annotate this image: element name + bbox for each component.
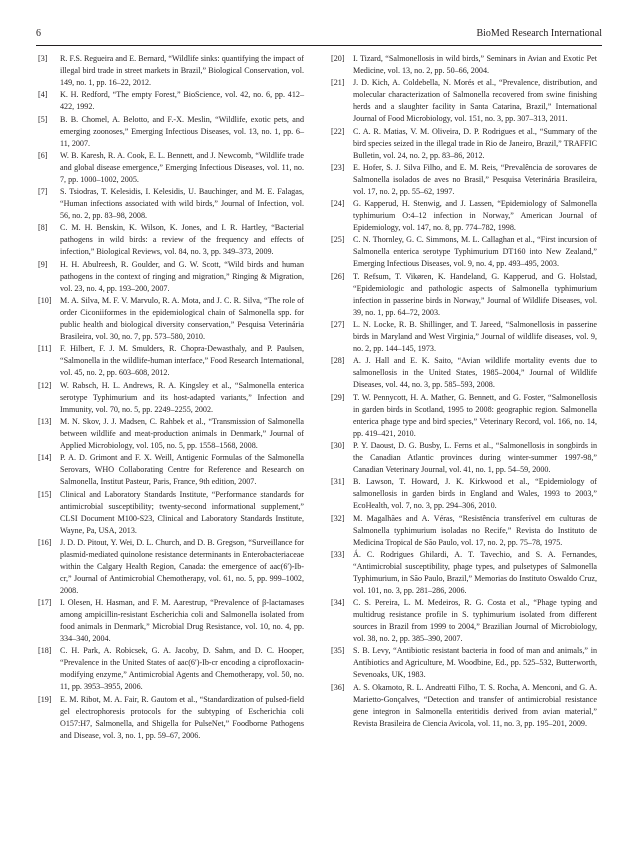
reference-text: P. Y. Daoust, D. G. Busby, L. Ferns et al., “Salmonellosis in songbirds in the Canadian Atlantic provinces during winter-summer 1997-98,” Canadian Veterinary Journal, vol. 41, no. 1, pp. 54–59, 2000. (353, 440, 597, 474)
reference-item (331, 198, 597, 234)
reference-text: S. Tsiodras, T. Kelesidis, I. Kelesidis, U. Bauchinger, and M. E. Falagas, “Human infections associated with wild birds,” Journal of Infection, vol. 56, no. 2, pp. 83–98, 2008. (60, 187, 304, 221)
reference-item (38, 114, 304, 150)
reference-text: E. M. Ribot, M. A. Fair, R. Gautom et al., “Standardization of pulsed-field gel electrophoresis protocols for the subtyping of Escherichia coli O157:H7, Salmonella, and Shigella for PulseNet,” Foodborne Pathogens and Disease, vol. 3, no. 1, pp. 59–67, 2006. (60, 694, 304, 740)
reference-text: K. H. Redford, “The empty Forest,” BioScience, vol. 42, no. 6, pp. 412–422, 1992. (60, 90, 304, 112)
page-number: 6 (36, 28, 41, 39)
reference-number: [15] (38, 489, 52, 499)
reference-item (331, 549, 597, 597)
reference-item (331, 53, 597, 77)
reference-item (331, 77, 597, 125)
reference-number: [8] (38, 223, 48, 233)
reference-number: [32] (331, 513, 345, 523)
reference-number: [25] (331, 235, 345, 245)
reference-item (38, 150, 304, 186)
reference-number: [33] (331, 549, 345, 559)
reference-text: A. J. Hall and E. K. Saito, “Avian wildlife mortality events due to salmonellosis in the United States, 1985–2004,” Journal of Wildlife Diseases, vol. 44, no. 3, pp. 585–593, 2008. (353, 356, 597, 390)
reference-number: [24] (331, 199, 345, 209)
reference-item (38, 537, 304, 597)
reference-text: C. S. Pereira, L. M. Medeiros, R. G. Costa et al., “Phage typing and multidrug resistance profile in S. typhimurium isolated from different sources in Brazil from 1999 to 2004,” Brazilian Journal of Microbiology, vol. 38, no. 2, pp. 385–390, 2007. (353, 598, 597, 644)
reference-number: [22] (331, 126, 345, 136)
reference-text: W. Rabsch, H. L. Andrews, R. A. Kingsley et al., “Salmonella enterica serotype Typhimurium and its host-adapted variants,” Infection and Immunity, vol. 70, no. 5, pp. 2249–2255, 2002. (60, 380, 304, 414)
page-header (36, 27, 602, 41)
reference-item (331, 271, 597, 319)
reference-item (38, 597, 304, 645)
reference-item (38, 380, 304, 416)
reference-text: M. N. Skov, J. J. Madsen, C. Rahbek et al., “Transmission of Salmonella between wildlife and meat-production animals in Denmark,” Journal of Applied Microbiology, vol. 105, no. 5, pp. 1558–1568, 2008. (60, 416, 304, 450)
reference-item (331, 645, 597, 681)
reference-text: M. Magalhães and A. Véras, “Resistência transferível em culturas de Salmonella typhimurium isoladas no Recife,” Revista do Instituto de Medicina Tropical de São Paulo, vol. 17, no. 2, pp. 75–78, 1975. (353, 513, 597, 547)
reference-number: [21] (331, 78, 345, 88)
reference-number: [34] (331, 598, 345, 608)
reference-number: [14] (38, 453, 52, 463)
reference-text: C. M. H. Benskin, K. Wilson, K. Jones, and I. R. Hartley, “Bacterial pathogens in wild birds: a review of the frequency and effects of infection,” Biological Reviews, vol. 84, no. 3, pp. 349–373, 2009. (60, 223, 304, 257)
reference-text: T. W. Pennycott, H. A. Mather, G. Bennett, and G. Foster, “Salmonellosis in garden birds in Scotland, 1995 to 2008: geographic region. Salmonella enterica phage type and bird species,” Veterinary Record, vol. 166, no. 14, pp. 419–421, 2010. (353, 392, 597, 438)
reference-text: B. B. Chomel, A. Belotto, and F.-X. Meslin, “Wildlife, exotic pets, and emerging zoonoses,” Emerging Infectious Diseases, vol. 13, no. 1, pp. 6–11, 2007. (60, 114, 304, 148)
reference-number: [26] (331, 271, 345, 281)
reference-text: A. S. Okamoto, R. L. Andreatti Filho, T. S. Rocha, A. Menconi, and G. A. Marietto-Gonçalves, “Detection and transfer of antimicrobial resistance gene integron in Salmonella enteritidis derived from avian material,” Revista Brasileira de Ciencia Avicola, vol. 11, no. 3, pp. 195–201, 2009. (353, 682, 597, 728)
reference-number: [4] (38, 90, 48, 100)
reference-item (331, 392, 597, 440)
reference-item (331, 126, 597, 162)
reference-text: M. A. Silva, M. F. V. Marvulo, R. A. Mota, and J. C. R. Silva, “The role of order Ciconiiformes in the epidemiological chain of Salmonella spp. for public health and biological diversity conservation,” Pesquisa Veterinária Brasileira, vol. 30, no. 7, pp. 573–580, 2010. (60, 296, 304, 342)
reference-text: H. H. Abulreesh, R. Goulder, and G. W. Scott, “Wild birds and human pathogens in the context of ringing and migration,” Ringing & Migration, vol. 23, no. 4, pp. 193–200, 2007. (60, 259, 304, 293)
reference-item (331, 234, 597, 270)
reference-item (38, 343, 304, 379)
reference-text: C. A. R. Matias, V. M. Oliveira, D. P. Rodrigues et al., “Summary of the bird species seized in the illegal trade in Rio de Janeiro, Brazil,” TRAFFIC Bulletin, vol. 24, no. 2, pp. 83–86, 2012. (353, 126, 597, 160)
reference-item (38, 53, 304, 89)
reference-text: W. B. Karesh, R. A. Cook, E. L. Bennett, and J. Newcomb, “Wildlife trade and global disease emergence,” Emerging Infectious Diseases, vol. 11, no. 7, pp. 1000–1002, 2005. (60, 150, 304, 184)
reference-item (331, 319, 597, 355)
reference-text: S. B. Levy, “Antibiotic resistant bacteria in food of man and animals,” in Antibiotics and Agriculture, M. Woodbine, Ed., pp. 525–532, Butterworth, Sevenoaks, UK, 1983. (353, 646, 597, 680)
reference-number: [29] (331, 392, 345, 402)
reference-text: F. Hilbert, F. J. M. Smulders, R. Chopra-Dewasthaly, and P. Paulsen, “Salmonella in the wildlife-human interface,” Food Research International, vol. 45, no. 2, pp. 603–608, 2012. (60, 344, 304, 378)
reference-number: [19] (38, 694, 52, 704)
reference-number: [27] (331, 320, 345, 330)
reference-text: Clinical and Laboratory Standards Institute, “Performance standards for antimicrobial susceptibility; twenty-second informational supplement,” CLSI Document M100-S23, Clinical and Laboratory Standards Institute, Wayne, Pa, USA, 2013. (60, 489, 304, 535)
reference-text: J. D. Kich, A. Coldebella, N. Morés et al., “Prevalence, distribution, and molecular characterization of Salmonella recovered from swine finishing herds and a slaughter facility in Santa Catarina, Brazil,” International Journal of Food Microbiology, vol. 151, no. 3, pp. 307–313, 2011. (353, 78, 597, 124)
reference-number: [11] (38, 344, 52, 354)
reference-item (38, 416, 304, 452)
reference-item (331, 597, 597, 645)
reference-number: [30] (331, 440, 345, 450)
reference-text: E. Hofer, S. J. Silva Filho, and E. M. Reis, “Prevalência de sorovares de Salmonella isolados de aves no Brasil,” Pesquisa Veterinária Brasileira, vol. 17, no. 2, pp. 55–62, 1997. (353, 162, 597, 196)
reference-text: L. N. Locke, R. B. Shillinger, and T. Jareed, “Salmonellosis in passerine birds in Maryland and West Virginia,” Journal of wildlife diseases, vol. 9, no. 2, pp. 144–145, 1973. (353, 320, 597, 354)
header-rule (36, 45, 602, 46)
reference-item (331, 355, 597, 391)
reference-number: [16] (38, 537, 52, 547)
reference-text: J. D. D. Pitout, Y. Wei, D. L. Church, and D. B. Gregson, “Surveillance for plasmid-mediated quinolone resistance determinants in Enterobacteriaceae within the Calgary Health Region, Canada: the emergence of aac(6′)-Ib-cr,” Journal of Antimicrobial Chemotherapy, vol. 61, no. 5, pp. 999–1002, 2008. (60, 537, 304, 595)
reference-text: C. H. Park, A. Robicsek, G. A. Jacoby, D. Sahm, and D. C. Hooper, “Prevalence in the United States of aac(6′)-Ib-cr encoding a ciprofloxacin-modifying enzyme,” Antimicrobial Agents and Chemotherapy, vol. 50, no. 11, pp. 3953–3955, 2006. (60, 646, 304, 692)
reference-number: [12] (38, 380, 52, 390)
reference-text: R. F.S. Regueira and E. Bernard, “Wildlife sinks: quantifying the impact of illegal bird trade in street markets in Brazil,” Biological Conservation, vol. 149, no. 1, pp. 16–22, 2012. (60, 54, 304, 87)
reference-item (38, 295, 304, 343)
reference-text: I. Olesen, H. Hasman, and F. M. Aarestrup, “Prevalence of β-lactamases among ampicillin-resistant Escherichia coli and Salmonella isolated from food animals in Denmark,” Microbial Drug Resistance, vol. 10, no. 4, pp. 334–340, 2004. (60, 598, 304, 644)
reference-text: C. N. Thornley, G. C. Simmons, M. L. Callaghan et al., “First incursion of Salmonella enterica serotype Typhimurium DT160 into New Zealand,” Emerging Infectious Diseases, vol. 9, no. 4, pp. 493–495, 2003. (353, 235, 597, 269)
reference-item (331, 440, 597, 476)
reference-number: [3] (38, 54, 48, 63)
reference-number: [9] (38, 259, 48, 269)
reference-item (331, 682, 597, 730)
running-head-journal: BioMed Research International (476, 28, 602, 39)
reference-number: [6] (38, 150, 48, 160)
references-left-column (38, 53, 304, 742)
reference-text: P. A. D. Grimont and F. X. Weill, Antigenic Formulas of the Salmonella Serovars, WHO Collaborating Centre for Reference and Research on Salmonella, Institut Pasteur, Paris, France, 9th edition, 2007. (60, 453, 304, 487)
reference-text: B. Lawson, T. Howard, J. K. Kirkwood et al., “Epidemiology of salmonellosis in garden birds in England and Wales, 1993 to 2003,” EcoHealth, vol. 7, no. 3, pp. 294–306, 2010. (353, 477, 597, 511)
reference-item (331, 476, 597, 512)
reference-number: [23] (331, 162, 345, 172)
reference-item (38, 222, 304, 258)
reference-item (331, 162, 597, 198)
reference-number: [35] (331, 646, 345, 656)
reference-number: [18] (38, 646, 52, 656)
reference-number: [13] (38, 416, 52, 426)
reference-number: [36] (331, 682, 345, 692)
reference-number: [17] (38, 598, 52, 608)
reference-number: [28] (331, 356, 345, 366)
reference-item (38, 452, 304, 488)
reference-number: [20] (331, 54, 345, 63)
reference-number: [10] (38, 296, 52, 306)
reference-item (38, 645, 304, 693)
reference-item (331, 513, 597, 549)
reference-item (38, 186, 304, 222)
references-right-column (331, 53, 597, 730)
reference-number: [5] (38, 114, 48, 124)
reference-number: [31] (331, 477, 345, 487)
reference-text: I. Tizard, “Salmonellosis in wild birds,” Seminars in Avian and Exotic Pet Medicine, vol. 13, no. 2, pp. 50–66, 2004. (353, 54, 597, 75)
reference-item (38, 694, 304, 742)
reference-text: G. Kapperud, H. Stenwig, and J. Lassen, “Epidemiology of Salmonella typhimurium O:4–12 infection in Norway,” American Journal of Epidemiology, vol. 147, no. 8, pp. 774–782, 1998. (353, 199, 597, 233)
reference-item (38, 89, 304, 113)
reference-item (38, 489, 304, 537)
reference-text: T. Refsum, T. Vikøren, K. Handeland, G. Kapperud, and G. Holstad, “Epidemiologic and pathologic aspects of Salmonella typhimurium infection in passerine birds in Norway,” Journal of Wildlife Diseases, vol. 39, no. 1, pp. 64–72, 2003. (353, 271, 597, 317)
reference-text: Á. C. Rodrigues Ghilardi, A. T. Tavechio, and S. A. Fernandes, “Antimicrobial susceptibility, phage types, and pulsetypes of Salmonella Typhimurium, in São Paulo, Brazil,” Memorias do Instituto Oswaldo Cruz, vol. 101, no. 3, pp. 281–286, 2006. (353, 549, 597, 595)
reference-number: [7] (38, 187, 48, 197)
reference-item (38, 259, 304, 295)
